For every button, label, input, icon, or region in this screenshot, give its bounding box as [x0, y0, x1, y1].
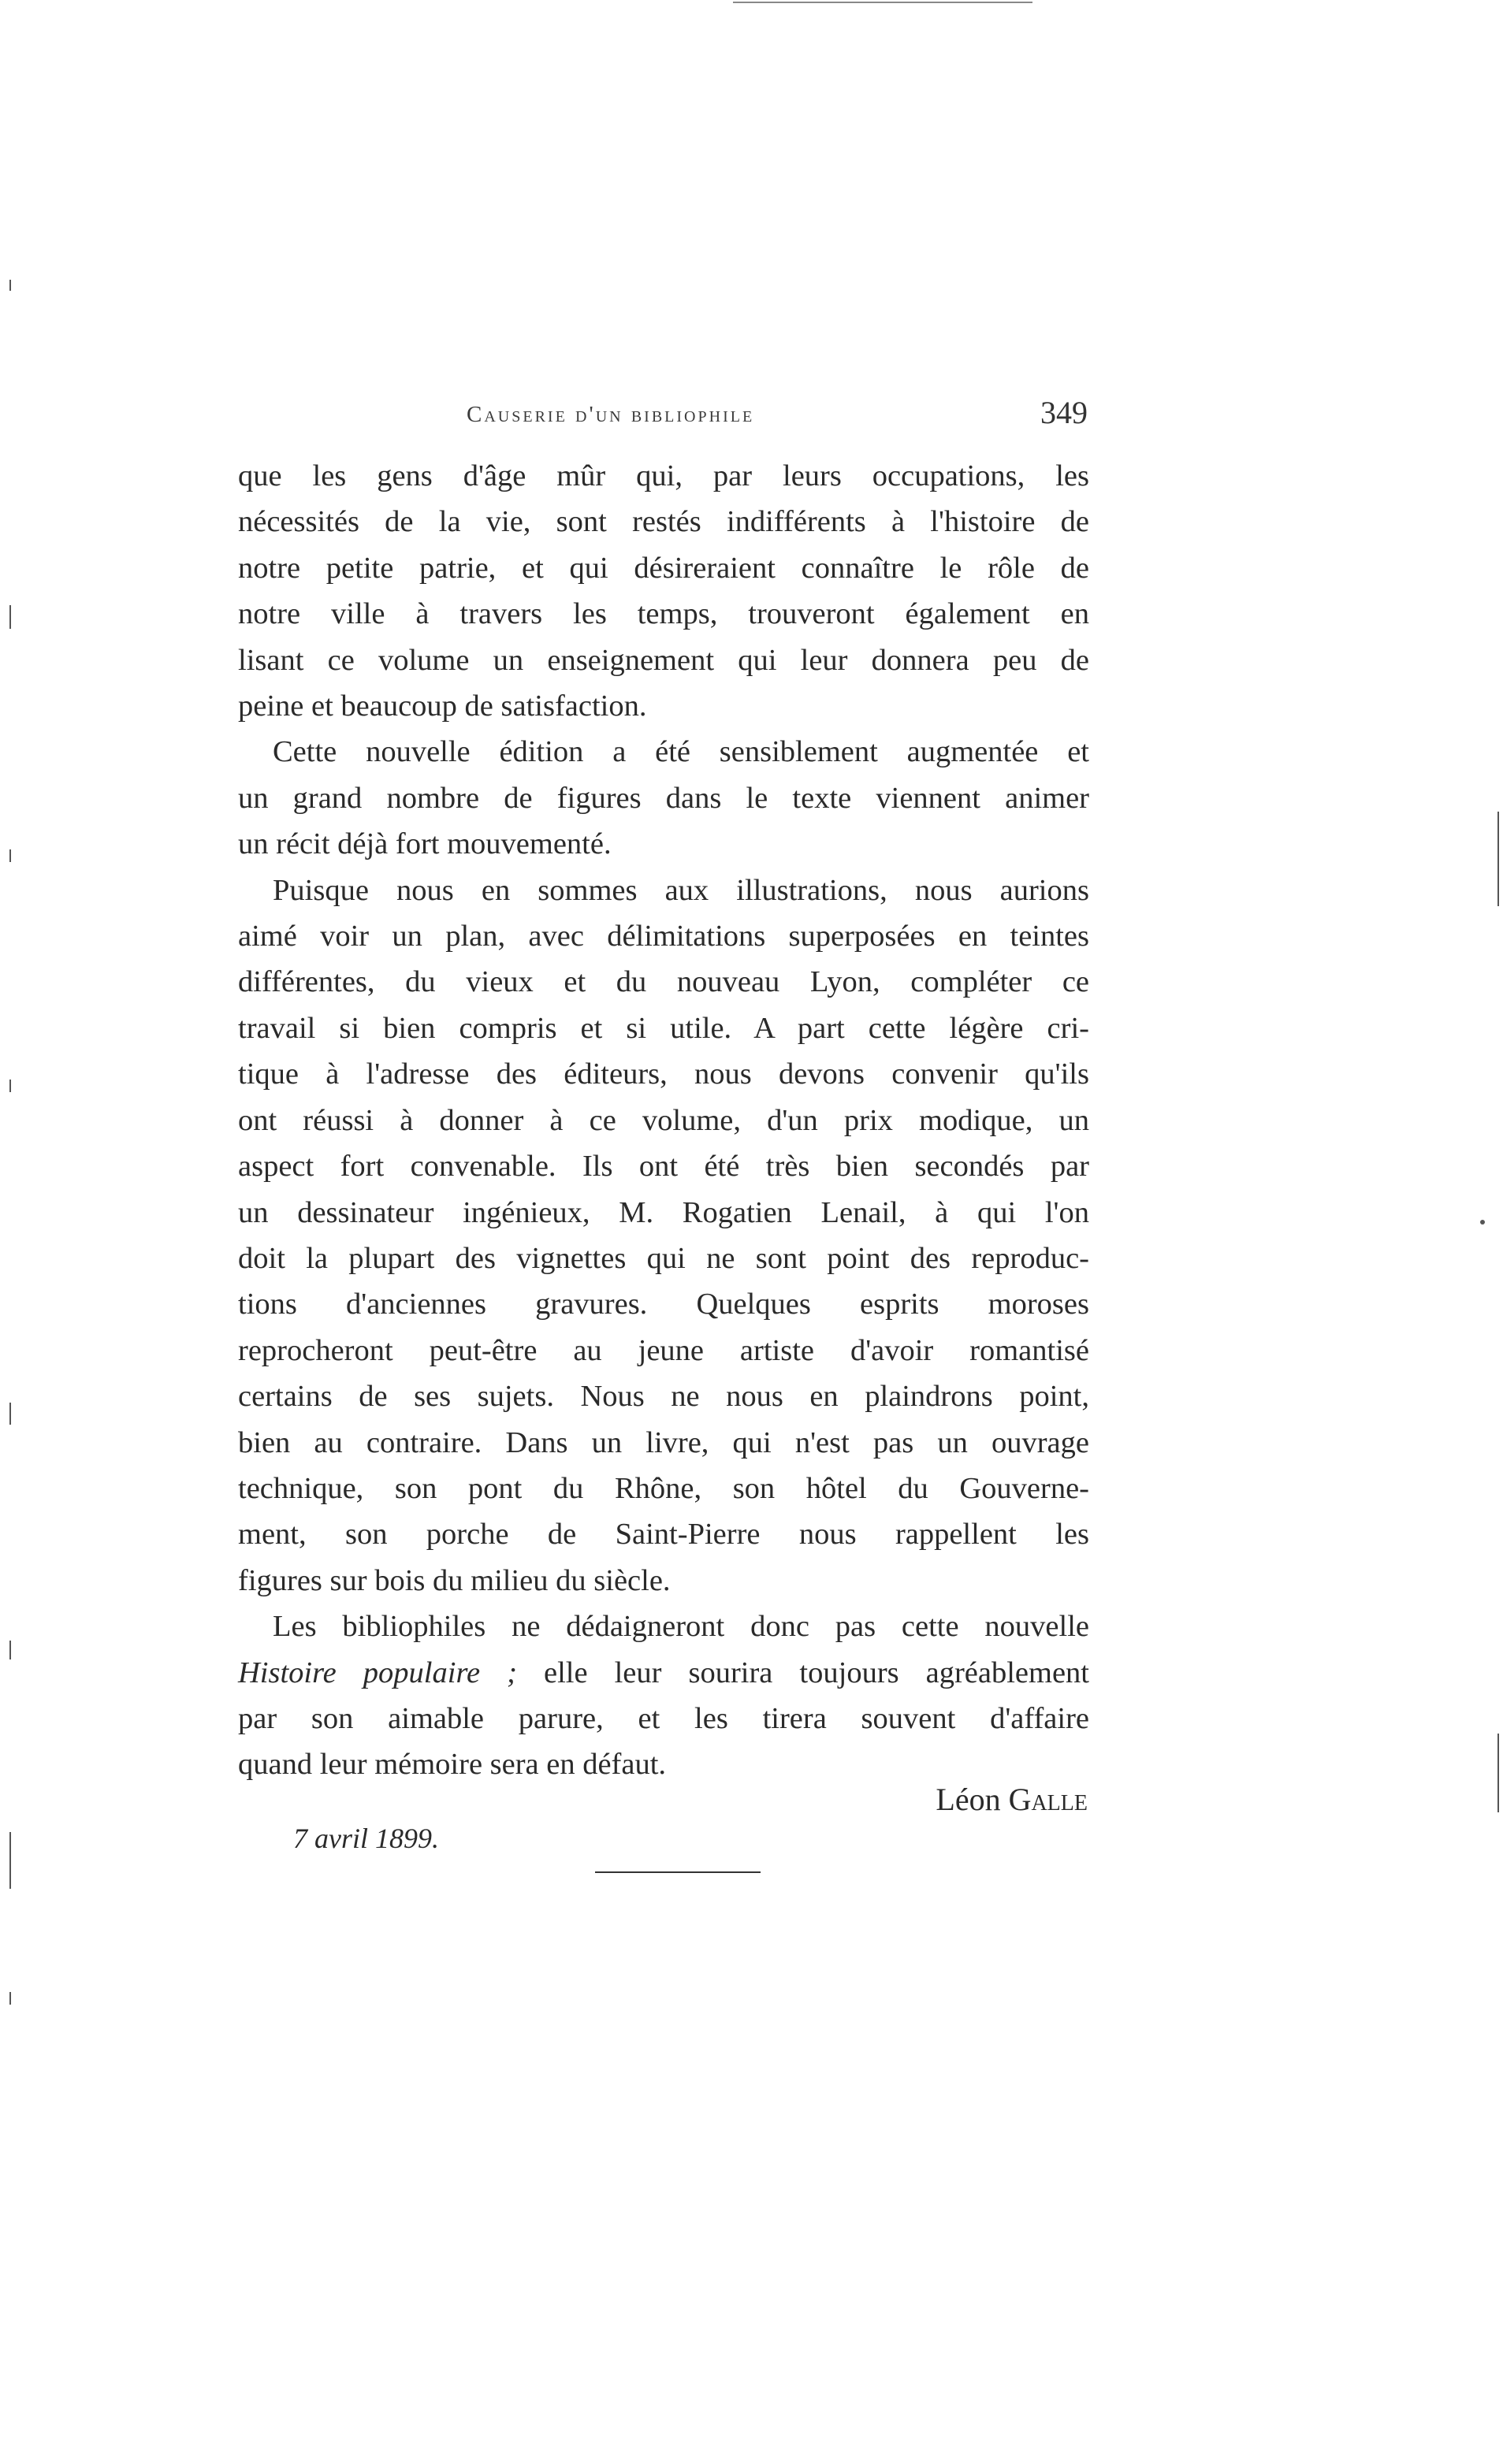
paragraph-1 [238, 453, 1089, 729]
text-line: certains de ses sujets. Nous ne nous en plaindrons point, [238, 1380, 1089, 1414]
scan-edge-mark [733, 2, 1032, 3]
scan-edge-mark [9, 1641, 11, 1659]
page-number: 349 [1040, 395, 1088, 430]
scan-edge-mark [9, 1832, 11, 1889]
text-line: par son aimable parure, et les tirera souvent d'affaire [238, 1701, 1089, 1735]
running-title: Causerie d'un bibliophile [467, 402, 755, 427]
text-line: bien au contraire. Dans un livre, qui n'est pas un ouvrage [238, 1425, 1089, 1459]
text-line: notre ville à travers les temps, trouveront également en [238, 597, 1089, 631]
paragraph-3 [238, 868, 1089, 1604]
text-line: Les bibliophiles ne dédaigneront donc pas cette nouvelle [273, 1610, 1089, 1644]
text-line: un grand nombre de figures dans le texte viennent animer [238, 781, 1089, 815]
text-line-mixed [238, 1650, 1089, 1696]
text-line: technique, son pont du Rhône, son hôtel du Gouverne- [238, 1471, 1089, 1505]
text-line: Puisque nous en sommes aux illustrations, nous aurions [273, 873, 1089, 907]
italic-title: Histoire populaire ; [238, 1656, 517, 1689]
text-line: différentes, du vieux et du nouveau Lyon, compléter ce [238, 965, 1089, 999]
text-line: un dessinateur ingénieux, M. Rogatien Lenail, à qui l'on [238, 1195, 1089, 1229]
text-line: lisant ce volume un enseignement qui leur donnera peu de [238, 643, 1089, 677]
text-line: notre petite patrie, et qui désireraient connaître le rôle de [238, 551, 1089, 585]
paragraph-4 [238, 1604, 1089, 1788]
scan-edge-mark [9, 1080, 11, 1092]
text-run: elle leur sourira toujours agréablement [516, 1656, 1090, 1689]
scan-edge-mark [9, 1403, 11, 1425]
text-line: ment, son porche de Saint-Pierre nous rappellent les [238, 1518, 1089, 1552]
running-head [252, 394, 1088, 441]
scan-edge-mark [1497, 812, 1499, 906]
text-line: doit la plupart des vignettes qui ne sont point des reproduc- [238, 1241, 1089, 1275]
text-line: ont réussi à donner à ce volume, d'un prix modique, un [238, 1103, 1089, 1137]
scan-edge-mark [9, 605, 11, 629]
scan-edge-mark [9, 849, 11, 862]
paragraph-2 [238, 729, 1089, 867]
closing-rule [595, 1871, 761, 1873]
text-line: aimé voir un plan, avec délimitations superposées en teintes [238, 920, 1089, 953]
text-line: que les gens d'âge mûr qui, par leurs occupations, les [238, 459, 1089, 492]
text-line: figures sur bois du milieu du siècle. [238, 1563, 671, 1597]
text-line: travail si bien compris et si utile. A part cette légère cri- [238, 1011, 1089, 1045]
text-line: tions d'anciennes gravures. Quelques esprits moroses [238, 1288, 1089, 1321]
scan-edge-mark [9, 1992, 11, 2005]
scan-edge-mark [1497, 1734, 1499, 1812]
text-line: Cette nouvelle édition a été sensiblement augmentée et [273, 735, 1089, 769]
date-line: 7 avril 1899. [293, 1823, 439, 1854]
text-line: reprocheront peut-être au jeune artiste d'avoir romantisé [238, 1333, 1089, 1367]
text-line: nécessités de la vie, sont restés indifférents à l'histoire de [238, 505, 1089, 539]
author-signature [936, 1781, 1088, 1818]
text-line: tique à l'adresse des éditeurs, nous devons convenir qu'ils [238, 1057, 1089, 1091]
scan-edge-mark [1480, 1220, 1485, 1225]
author-last-name: Galle [1008, 1782, 1088, 1817]
scan-edge-mark [9, 280, 11, 291]
body-text [238, 453, 1089, 1788]
text-line: aspect fort convenable. Ils ont été très bien secondés par [238, 1150, 1089, 1184]
text-line: un récit déjà fort mouvementé. [238, 827, 612, 861]
text-line: peine et beaucoup de satisfaction. [238, 689, 647, 723]
author-first-name: Léon [936, 1782, 1001, 1817]
text-line: quand leur mémoire sera en défaut. [238, 1748, 667, 1782]
